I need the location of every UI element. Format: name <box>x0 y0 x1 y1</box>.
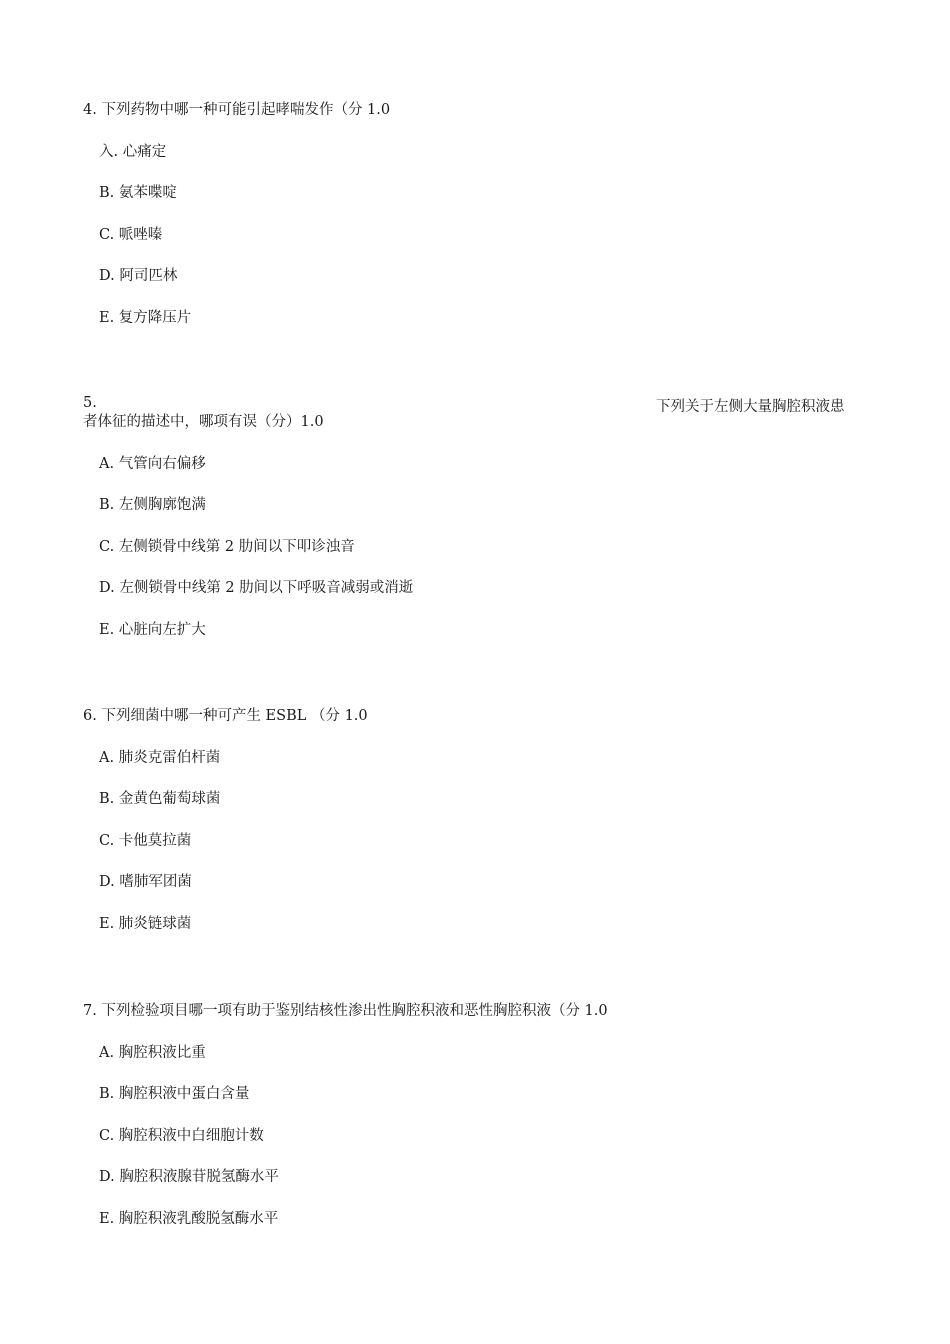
question-5 <box>83 395 883 639</box>
option-a: 入. 心痛定 <box>99 143 167 160</box>
option-c: C. 卡他莫拉菌 <box>99 832 192 849</box>
option-e: E. 胸腔积液乳酸脱氢酶水平 <box>99 1210 279 1227</box>
option-a: A. 气管向右偏移 <box>99 455 206 472</box>
question-stem: 7. 下列检验项目哪一项有助于鉴别结核性渗出性胸腔积液和恶性胸腔积液（分 1.0 <box>83 1003 608 1019</box>
option-b: B. 胸腔积液中蛋白含量 <box>99 1086 250 1102</box>
question-stem-continuation: 者体征的描述中，哪项有误（分）1.0 <box>83 414 324 430</box>
question-7 <box>83 1002 883 1228</box>
option-a: A. 肺炎克雷伯杆菌 <box>99 749 221 766</box>
option-c: C. 哌唑嗪 <box>99 226 163 243</box>
option-d: D. 左侧锁骨中线第 2 肋间以下呼吸音减弱或消逝 <box>99 580 414 596</box>
option-d: D. 阿司匹林 <box>99 268 178 284</box>
question-stem: 4. 下列药物中哪一种可能引起哮喘发作（分 1.0 <box>83 102 391 118</box>
option-d: D. 嗜肺军团菌 <box>99 874 192 890</box>
option-c: C. 胸腔积液中白细胞计数 <box>99 1127 264 1144</box>
option-d: D. 胸腔积液腺苷脱氢酶水平 <box>99 1169 279 1185</box>
question-stem <box>83 395 883 413</box>
question-stem: 6. 下列细菌中哪一种可产生 ESBL （分 1.0 <box>83 708 368 724</box>
option-list <box>83 1044 883 1228</box>
option-e: E. 肺炎链球菌 <box>99 915 192 932</box>
option-b: B. 左侧胸廓饱满 <box>99 497 206 513</box>
option-b: B. 金黄色葡萄球菌 <box>99 791 221 807</box>
option-e: E. 复方降压片 <box>99 309 192 326</box>
option-e: E. 心脏向左扩大 <box>99 621 206 638</box>
option-list <box>83 143 883 327</box>
question-4 <box>83 101 883 327</box>
option-c: C. 左侧锁骨中线第 2 肋间以下叩诊浊音 <box>99 538 355 555</box>
question-stem-start: 下列关于左侧大量胸腔积液患 <box>656 399 845 415</box>
question-6 <box>83 707 883 933</box>
question-number: 5. <box>83 395 97 411</box>
option-b: B. 氨苯喋啶 <box>99 185 177 201</box>
option-a: A. 胸腔积液比重 <box>99 1044 206 1061</box>
option-list <box>83 749 883 933</box>
option-list <box>83 455 883 639</box>
